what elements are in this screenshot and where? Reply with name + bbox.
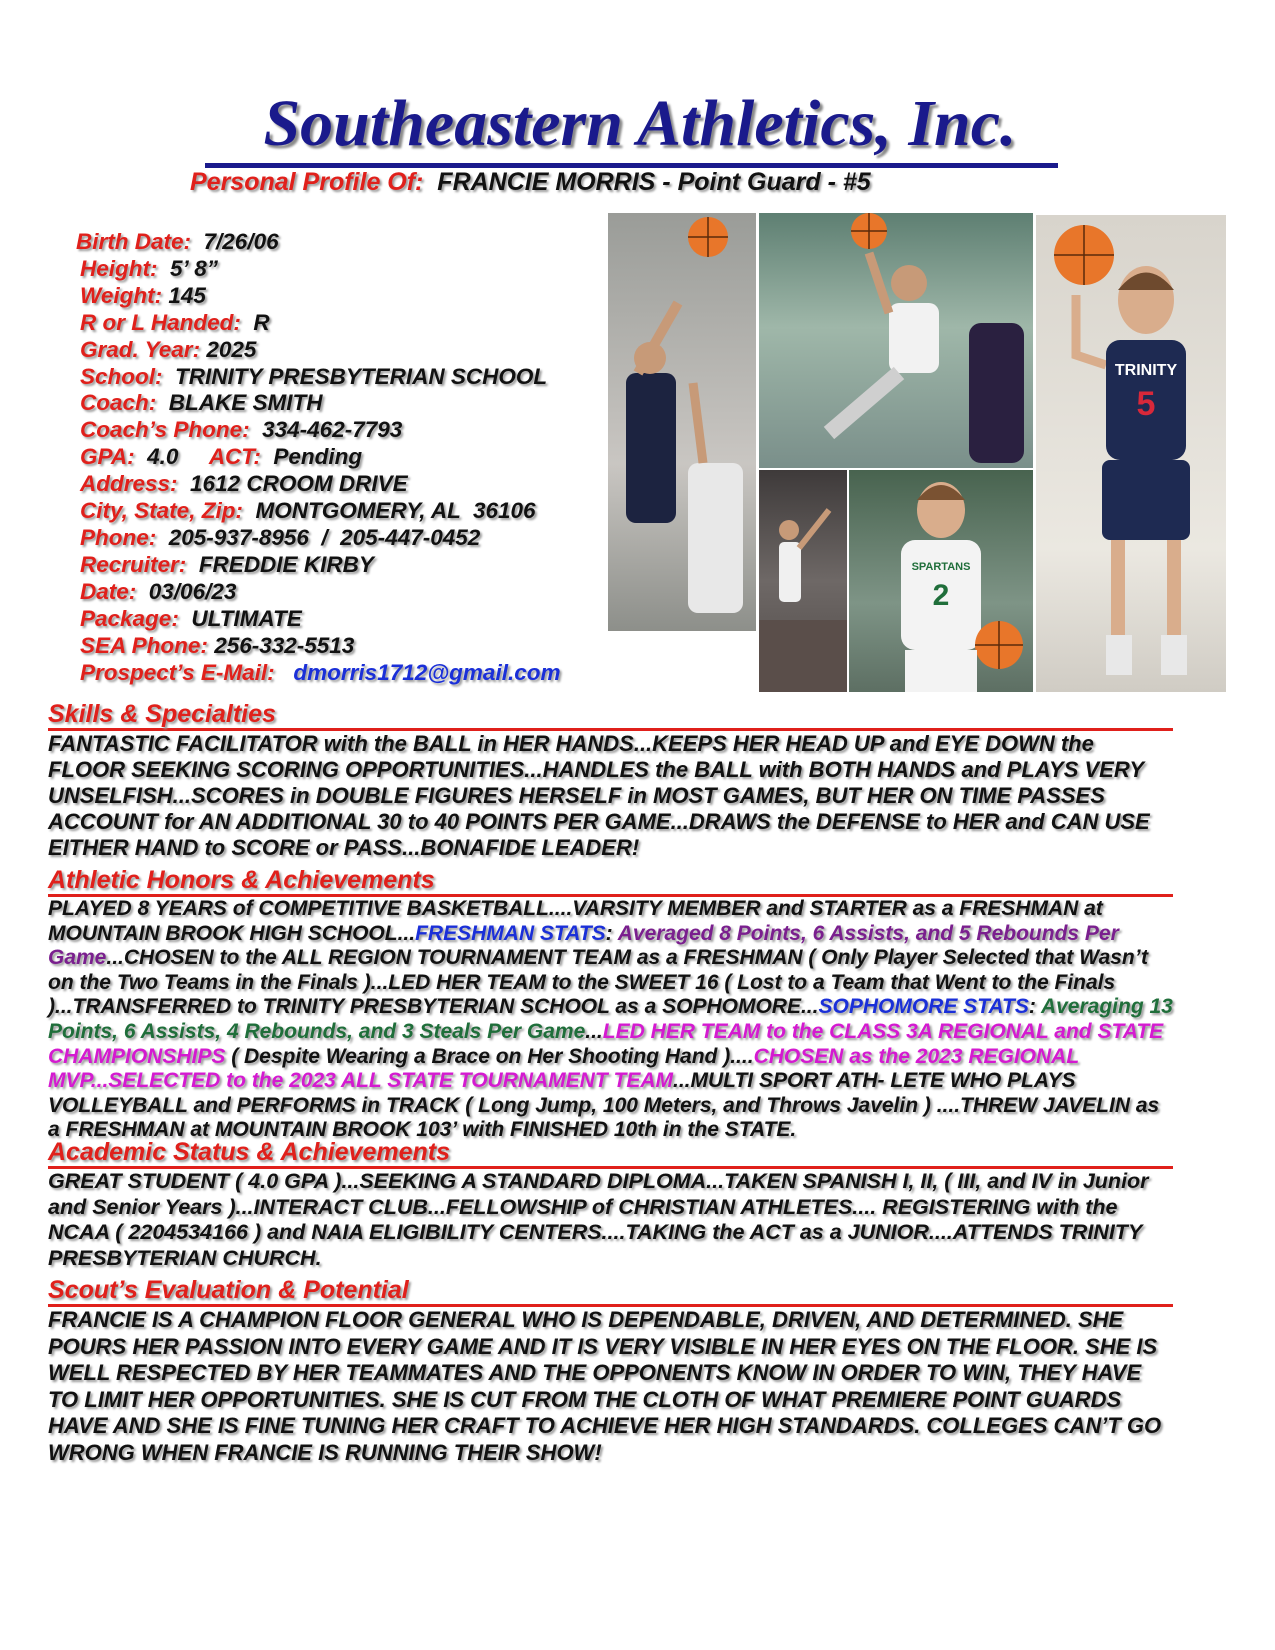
player-jersey-white [688,463,743,613]
section-heading: Skills & Specialties [48,700,1173,731]
defender-jersey [969,323,1024,463]
profile-row-school [80,364,620,391]
profile-row-birth-date [76,229,620,256]
subtitle-value: FRANCIE MORRIS - Point Guard - #5 [437,168,871,196]
photo-shooting [759,470,847,692]
field-value: ULTIMATE [191,605,302,631]
profile-row-handed [80,310,620,337]
text-segment: ( Despite Wearing a Brace on Her Shooting Hand ).... [225,1044,754,1068]
profile-row-city-state-zip [80,498,620,525]
jump-shot-illustration [608,213,756,631]
field-label: Date: [80,578,137,604]
section-body: FANTASTIC FACILITATOR with the BALL in HER HANDS...KEEPS HER HEAD UP and EYE DOWN the FLOOR SEEKING SCORING OPPORTUNITIES...HANDLES the BALL with BOTH HANDS and PLAYS VERY UNSELFISH...SCORES in DOUBLE FIGURES HERSELF in MOST GAMES, BUT HER ON TIME PASSES ACCOUNT for AN ADDITIONAL 30 to 40 POINTS PER GAME...DRAWS the DEFENSE to HER and CAN USE EITHER HAND to SCORE or PASS...BONAFIDE LEADER! [48,731,1150,860]
layup-illustration [759,213,1033,468]
field-value: 5’ 8” [170,255,218,281]
field-label: R or L Handed: [80,309,241,335]
jersey-number-5: 5 [1136,385,1156,423]
profile-subtitle [190,168,871,197]
field-label-act: ACT: [208,444,261,470]
field-value: MONTGOMERY, AL 36106 [255,498,536,524]
profile-row-grad-year [80,337,620,364]
profile-row-weight [80,283,620,310]
profile-row-package [80,606,620,633]
championship-highlight: LED HER TEAM to the CLASS 3A REGIONAL and STATE CHAMPIONSHIPS [48,1019,1164,1068]
field-value: 334-462-7793 [262,417,403,443]
field-label: City, State, Zip: [80,498,243,524]
photo-layup [759,213,1033,468]
profile-row-address [80,471,620,498]
profile-row-coach-phone [80,417,620,444]
field-value: 205-937-8956 / 205-447-0452 [168,524,481,550]
field-label: Address: [80,471,178,497]
mvp-highlight: CHOSEN as the 2023 REGIONAL MVP...SELECTED to the 2023 ALL STATE TOURNAMENT TEAM [48,1044,1079,1093]
photo-dribble [849,470,1033,692]
section-body: FRANCIE IS A CHAMPION FLOOR GENERAL WHO IS DEPENDABLE, DRIVEN, AND DETERMINED. SHE POURS HER PASSION INTO EVERY GAME AND IT IS VERY VISIBLE IN HER EYES ON THE FLOOR. SHE IS WELL RESPECTED BY HER TEAMMATES AND THE OPPONENTS KNOW IN ORDER TO WIN, THEY HAVE TO LIMIT HER OPPORTUNITIES. SHE IS CUT FROM THE CLOTH OF WHAT PREMIERE POINT GUARDS HAVE AND SHE IS FINE TUNING HER CRAFT TO ACHIEVE HER HIGH STANDARDS. COLLEGES CAN’T GO WRONG WHEN FRANCIE IS RUNNING THEIR SHOW! [48,1307,1162,1465]
section-academic [48,1138,1173,1271]
field-label: SEA Phone: [80,632,208,658]
section-body: GREAT STUDENT ( 4.0 GPA )...SEEKING A STANDARD DIPLOMA...TAKEN SPANISH I, II, ( III, and IV in Junior and Senior Years )...INTERACT CLUB...FELLOWSHIP of CHRISTIAN ATHLETES.... REGISTERING with the NCAA ( 2204534166 ) and NAIA ELIGIBILITY CENTERS....TAKING the ACT as a JUNIOR....ATTENDS TRINITY PRESBYTERIAN CHURCH. [48,1169,1149,1270]
section-heading: Academic Status & Achievements [48,1138,1173,1169]
text-segment: ...MULTI SPORT ATH- LETE WHO PLAYS VOLLEYBALL and PERFORMS in TRACK ( Long Jump, 100 Meters, and Throws Javelin ) ....THREW JAVELIN as a FRESHMAN at MOUNTAIN BROOK 103’ with FINISHED 10th in the STATE. [48,1069,1160,1142]
portrait-illustration [1036,215,1226,692]
profile-row-date [80,579,620,606]
field-value: 03/06/23 [148,578,237,604]
dribble-illustration [849,470,1033,692]
profile-row-recruiter [80,552,620,579]
field-label: Coach: [80,390,157,416]
text-segment: ...CHOSEN to the ALL REGION TOURNAMENT TEAM as a FRESHMAN ( Only Player Selected that Wasn’t on the Two Teams in the Finals )...LED HER TEAM to the SWEET 16 ( Lost to a Team that Went to the Finals )...TRANSFERRED to TRINITY PRESBYTERIAN SCHOOL as a SOPHOMORE... [48,946,1148,1019]
player-jersey-white [889,303,939,373]
field-value: 7/26/06 [203,229,279,254]
section-body [48,897,1173,1143]
jersey-spartans-text: SPARTANS [911,561,971,573]
field-label: School: [80,363,163,389]
field-value-act: Pending [273,444,363,470]
text-segment: ... [585,1019,603,1043]
profile-row-coach [80,390,620,417]
profile-details [76,229,620,686]
text-segment: : [605,921,618,945]
email-link[interactable]: dmorris1712@gmail.com [293,659,561,685]
sophomore-stats-label: SOPHOMORE STATS [818,995,1029,1019]
field-value: 256-332-5513 [214,632,355,658]
profile-row-phone [80,525,620,552]
jersey-number-2: 2 [932,579,950,612]
field-label: Height: [80,255,158,281]
jersey-trinity-text: TRINITY [1114,362,1178,379]
freshman-stats: Averaged 8 Points, 6 Assists, and 5 Rebounds Per Game [48,921,1119,970]
field-label: Recruiter: [80,551,187,577]
text-segment: PLAYED 8 YEARS of COMPETITIVE BASKETBALL....VARSITY MEMBER and STARTER as a FRESHMAN at MOUNTAIN BROOK HIGH SCHOOL... [48,897,1103,945]
field-value: 4.0 [147,444,179,470]
player-jersey-navy [626,373,676,523]
field-label: Phone: [80,524,157,550]
field-label: Birth Date: [76,229,192,254]
field-value: FREDDIE KIRBY [198,551,374,577]
sophomore-stats: Averaging 13 Points, 6 Assists, 4 Rebounds, and 3 Steals Per Game [48,995,1173,1043]
field-value: TRINITY PRESBYTERIAN SCHOOL [175,363,548,389]
field-value: BLAKE SMITH [168,390,323,416]
section-scout [48,1276,1173,1466]
text-segment: : [1028,995,1041,1019]
profile-row-gpa-act [80,444,620,471]
profile-row-email [80,660,620,687]
subtitle-label: Personal Profile Of: [190,168,424,196]
field-label: Coach’s Phone: [80,417,250,443]
field-value: 145 [168,282,206,308]
profile-row-height [80,256,620,283]
page-title: Southeastern Athletics, Inc. [263,87,1017,160]
field-value: 2025 [206,336,257,362]
field-value: 1612 CROOM DRIVE [190,471,408,497]
shooting-illustration [759,470,847,692]
field-label: Grad. Year: [80,336,201,362]
field-label: Weight: [80,282,163,308]
section-skills [48,700,1173,861]
photo-jump-shot [608,213,756,631]
profile-row-sea-phone [80,633,620,660]
section-heading: Scout’s Evaluation & Potential [48,1276,1173,1307]
freshman-stats-label: FRESHMAN STATS [415,921,606,945]
field-label: Prospect’s E-Mail: [80,659,275,685]
field-label: GPA: [80,444,135,470]
photo-portrait [1036,215,1226,692]
field-label: Package: [80,605,179,631]
field-value: R [253,309,270,335]
section-athletic [48,866,1173,1143]
section-heading: Athletic Honors & Achievements [48,866,1173,897]
